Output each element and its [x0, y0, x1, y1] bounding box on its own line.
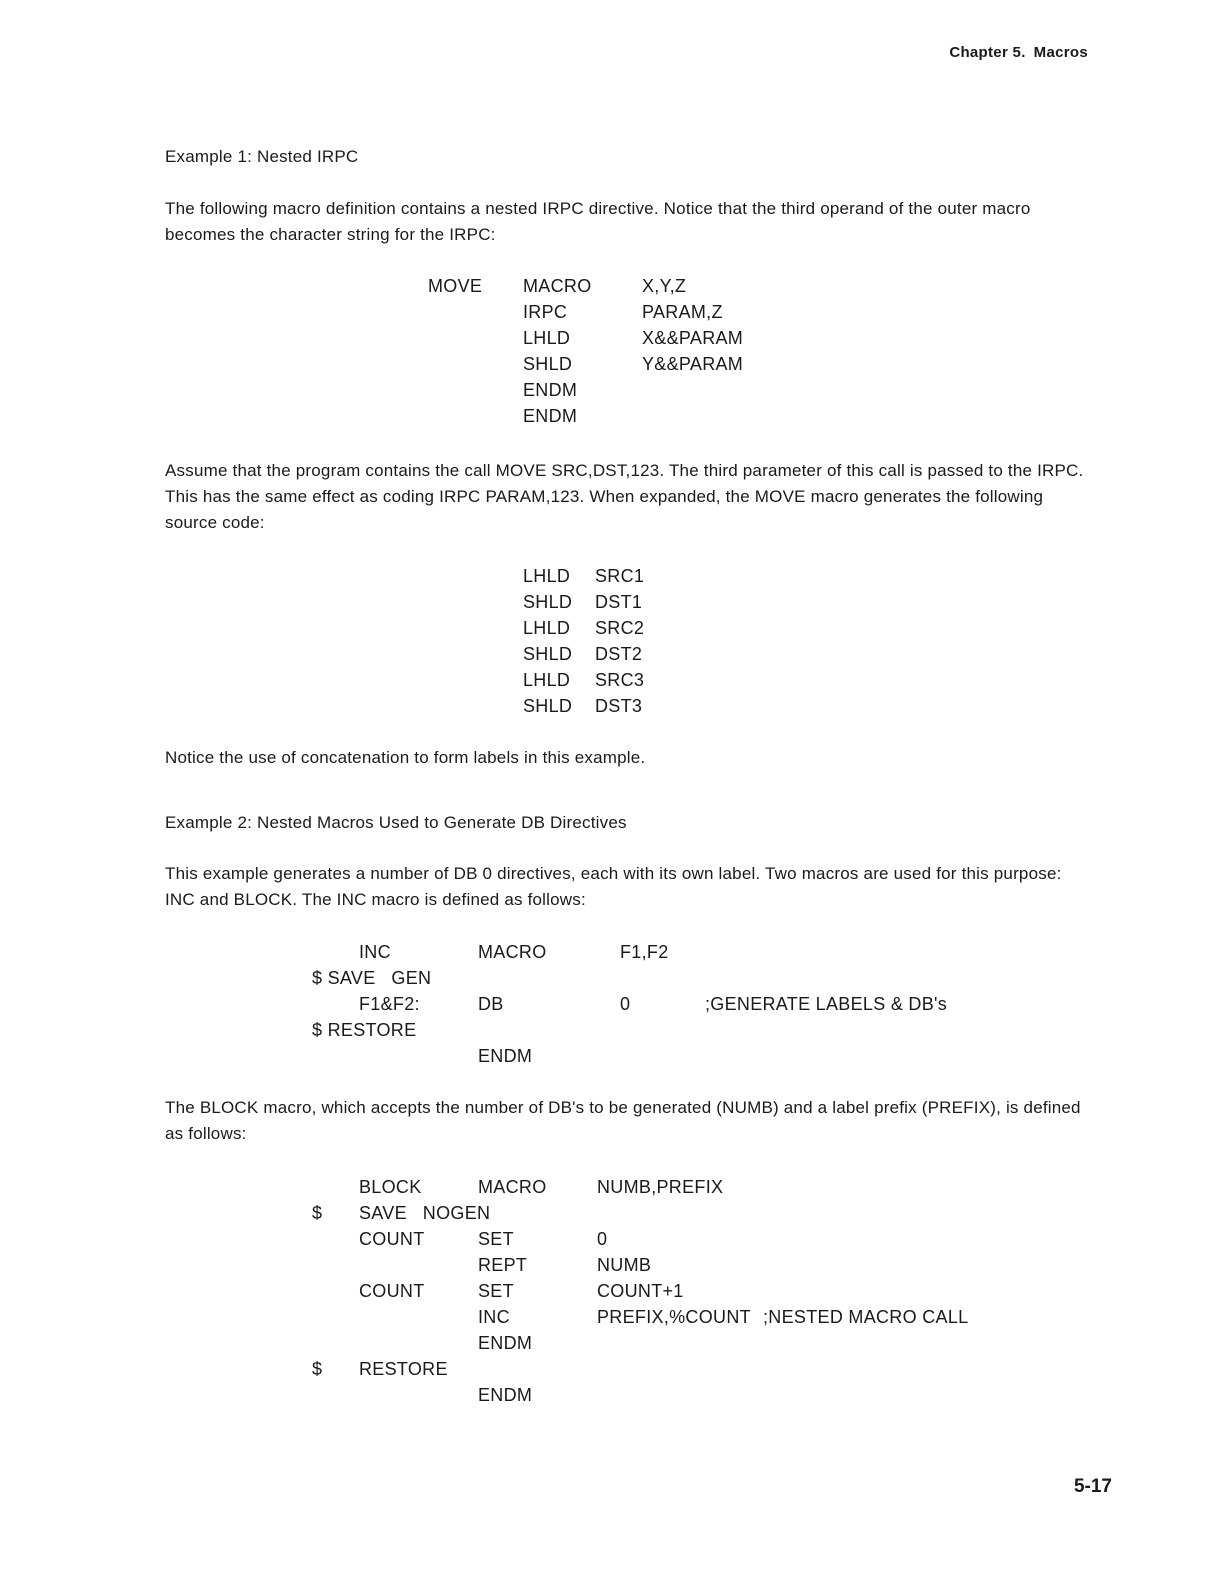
example1-intro: The following macro definition contains a nested IRPC directive. Notice that the third operand of the outer macro becomes the character string for the IRPC: — [165, 199, 1031, 244]
code-line: LHLD SRC1 — [523, 566, 645, 586]
code-line: ENDM — [523, 406, 578, 426]
code-line: INC MACRO F1,F2 — [359, 942, 669, 962]
code-line: IRPC PARAM,Z — [523, 302, 723, 322]
move-macro-listing — [428, 273, 828, 429]
code-line: $ RESTORE — [312, 1020, 417, 1040]
code-line: ENDM — [478, 1385, 533, 1405]
page-number: 5-17 — [1073, 1476, 1112, 1497]
running-header — [949, 44, 1088, 61]
code-line: $ SAVE GEN — [312, 968, 432, 988]
example2-heading: Example 2: Nested Macros Used to Generate DB Directives — [165, 813, 627, 832]
block-intro: The BLOCK macro, which accepts the number of DB's to be generated (NUMB) and a label prefix (PREFIX), is defined as follows: — [165, 1098, 1081, 1143]
code-line: REPT NUMB — [478, 1255, 652, 1275]
move-expansion-listing — [523, 563, 723, 719]
example1-explanation: Assume that the program contains the call MOVE SRC,DST,123. The third parameter of this call is passed to the IRPC. This has the same effect as coding IRPC PARAM,123. When expanded, the MOVE macro generates the following source code: — [165, 461, 1084, 532]
code-line: ENDM — [523, 380, 578, 400]
code-line: $ RESTORE — [312, 1359, 448, 1379]
code-line: $ SAVE NOGEN — [312, 1203, 491, 1223]
code-line: BLOCK MACRO NUMB,PREFIX — [359, 1177, 724, 1197]
code-line: LHLD X&&PARAM — [523, 328, 744, 348]
block-macro-listing — [312, 1174, 1012, 1408]
code-line: ENDM — [478, 1046, 533, 1066]
chapter-number: Chapter 5. — [949, 44, 1026, 61]
code-line: SHLD DST1 — [523, 592, 643, 612]
code-line: COUNT SET 0 — [359, 1229, 608, 1249]
inc-macro-listing — [312, 939, 1012, 1069]
code-line: LHLD SRC2 — [523, 618, 645, 638]
code-line: SHLD DST2 — [523, 644, 643, 664]
example1-note: Notice the use of concatenation to form labels in this example. — [165, 748, 646, 767]
chapter-title: Macros — [1033, 44, 1088, 61]
code-line: MOVE MACRO X,Y,Z — [428, 276, 687, 296]
code-line: COUNT SET COUNT+1 — [359, 1281, 684, 1301]
code-line: F1&F2: DB 0 ;GENERATE LABELS & DB's — [359, 994, 948, 1014]
example2-intro: This example generates a number of DB 0 directives, each with its own label. Two macros are used for this purpose: INC and BLOCK. The INC macro is defined as follows: — [165, 864, 1062, 909]
code-line: LHLD SRC3 — [523, 670, 645, 690]
example1-heading: Example 1: Nested IRPC — [165, 147, 359, 166]
code-line: SHLD DST3 — [523, 696, 643, 716]
code-line: SHLD Y&&PARAM — [523, 354, 744, 374]
code-line: INC PREFIX,%COUNT ;NESTED MACRO CALL — [478, 1307, 969, 1327]
code-line: ENDM — [478, 1333, 533, 1353]
